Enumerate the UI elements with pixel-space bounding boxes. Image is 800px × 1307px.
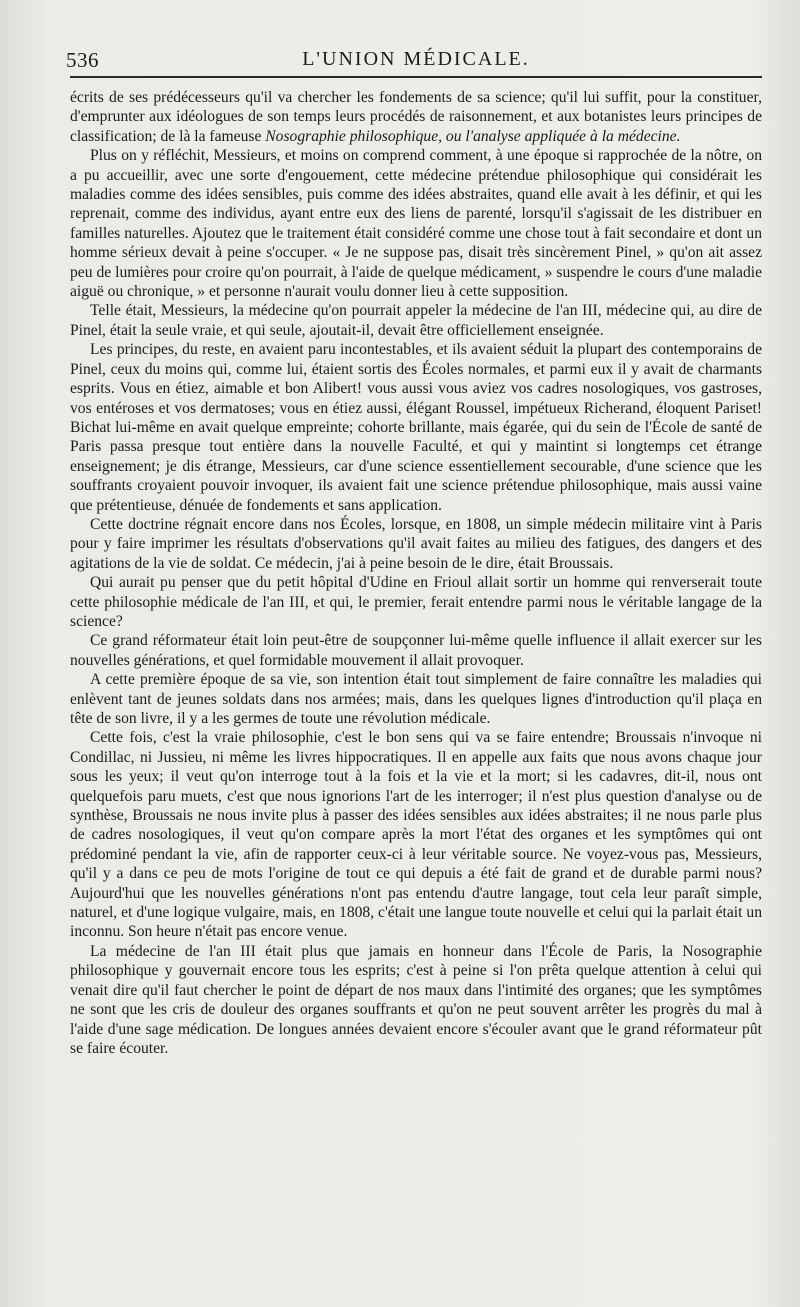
running-head — [66, 46, 762, 78]
article-body — [70, 88, 762, 1058]
paragraph-3: Telle était, Messieurs, la médecine qu'on pourrait appeler la médecine de l'an III, médecine qui, au dire de Pinel, était la seule vraie, et qui seule, ajoutait-il, devait être officiellement enseignée. — [70, 302, 762, 339]
paragraph-1 — [70, 88, 762, 146]
paragraph-2: Plus on y réfléchit, Messieurs, et moins on comprend comment, à une époque si rapprochée de la nôtre, on a pu accueillir, avec une sorte d'engouement, cette médecine prétendue philosophique qui considérait les maladies comme des idées sensibles, puis comme des idées abstraites, quand elle avait à les définir, et qui les reprenait, comme des individus, ayant entre eux des liens de parenté, lorsqu'il s'agissait de les distribuer en familles naturelles. Ajoutez que le traitement était considéré comme une chose tout à fait secondaire et dont un homme sérieux devait à peine s'occuper. « Je ne suppose pas, disait très sincèrement Pinel, » qu'on ait assez peu de lumières pour croire qu'on pourrait, à l'aide de quelque médicament, » suspendre le cours d'une maladie aiguë ou chronique, » et personne n'aurait voulu donner lieu à cette supposition. — [70, 147, 762, 301]
paragraph-9: Cette fois, c'est la vraie philosophie, c'est le bon sens qui va se faire entendre; Broussais n'invoque ni Condillac, ni Jussieu, ni même les livres hippocratiques. Il en appelle aux faits que nous avons chaque jour sous les yeux; il veut qu'on interroge tout à la fois et la vie et la mort; si les cadavres, dit-il, nous ont quelquefois paru muets, c'est que nous ignorions l'art de les interroger; il n'est plus question d'analyse ou de synthèse, Broussais ne nous invite plus à passer des idées sensibles aux idées abstraites; il ne nous parle plus de cadres nosologiques, il veut qu'on compare après la mort l'état des organes et les symptômes qui ont prédominé pendant la vie, afin de rapporter ceux-ci à leur véritable source. Ne voyez-vous pas, Messieurs, qu'il y a dans ce peu de mots l'origine de tout ce qui depuis a été fait de grand et de durable parmi nous? Aujourd'hui que les nouvelles générations n'ont pas entendu d'autre langage, tout cela leur paraît simple, naturel, et d'une logique vulgaire, mais, en 1808, c'était une langue toute nouvelle et celui qui la parlait était un inconnu. Son heure n'était pas encore venue. — [70, 729, 762, 941]
paragraph-10: La médecine de l'an III était plus que jamais en honneur dans l'École de Paris, la Nosographie philosophique y gouvernait encore tous les esprits; c'est à peine si l'on prêta quelque attention à celui qui venait dire qu'il faut chercher le point de départ de nos maux dans l'intimité des organes; que les symptômes ne sont que les cris de douleur des organes souffrants et qu'on ne peut souvent arrêter les progrès du mal à l'aide d'une sage médication. De longues années devaient encore s'écouler avant que le grand réformateur pût se faire écouter. — [70, 942, 762, 1057]
journal-title: L'UNION MÉDICALE. — [302, 48, 530, 70]
page-number: 536 — [66, 48, 99, 72]
paragraph-5: Cette doctrine régnait encore dans nos Écoles, lorsque, en 1808, un simple médecin militaire vint à Paris pour y faire imprimer les résultats d'observations qu'il avait faites au milieu des fatigues, des dangers et des agitations de la vie de soldat. Ce médecin, j'ai à peine besoin de le dire, était Broussais. — [70, 515, 762, 572]
paragraph-1-text: écrits de ses prédécesseurs qu'il va chercher les fondements de sa science; qu'il lui suffit, pour la constituer, d'emprunter aux idéologues de son temps leurs procédés de raisonnement, et aux botanistes leurs principes de classification; de là la fameuse — [70, 89, 762, 145]
paragraph-8: A cette première époque de sa vie, son intention était tout simplement de faire connaître les maladies qui enlèvent tant de jeunes soldats dans nos armées; mais, dans les quelques lignes d'introduction qu'il plaça en tête de son livre, il y a les germes de toute une révolution médicale. — [70, 671, 762, 727]
paragraph-6: Qui aurait pu penser que du petit hôpital d'Udine en Frioul allait sortir un homme qui renverserait toute cette philosophie médicale de l'an III, et qui, le premier, ferait entendre parmi nous le véritable langage de la science? — [70, 574, 762, 630]
paragraph-4: Les principes, du reste, en avaient paru incontestables, et ils avaient séduit la plupart des contemporains de Pinel, ceux du moins qui, comme lui, étaient sortis des Écoles normales, et parmi eux il y avait de charmants esprits. Vous en étiez, aimable et bon Alibert! vous aussi vous aviez vos cadres nosologiques, vos gastroses, vos entéroses et vos dermatoses; vous en étiez aussi, élégant Roussel, impétueux Richerand, éloquent Pariset! Bichat lui-même en avait quelque empreinte; cohorte brillante, mais égarée, qui du sein de l'École de santé de Paris passa presque tout entière dans la nouvelle Faculté, et qui y maintint si longtemps cet étrange enseignement; je dis étrange, Messieurs, car d'une science essentiellement secourable, d'une science que les souffrants croyaient pouvoir invoquer, ils avaient fait une science prétendue philosophique, mais aussi vaine que prétentieuse, dénuée de fondements et sans application. — [70, 341, 762, 514]
paragraph-7: Ce grand réformateur était loin peut-être de soupçonner lui-même quelle influence il allait exercer sur les nouvelles générations, et quel formidable mouvement il allait provoquer. — [70, 632, 762, 669]
book-title-italic: Nosographie philosophique, ou l'analyse appliquée à la médecine. — [265, 127, 681, 145]
